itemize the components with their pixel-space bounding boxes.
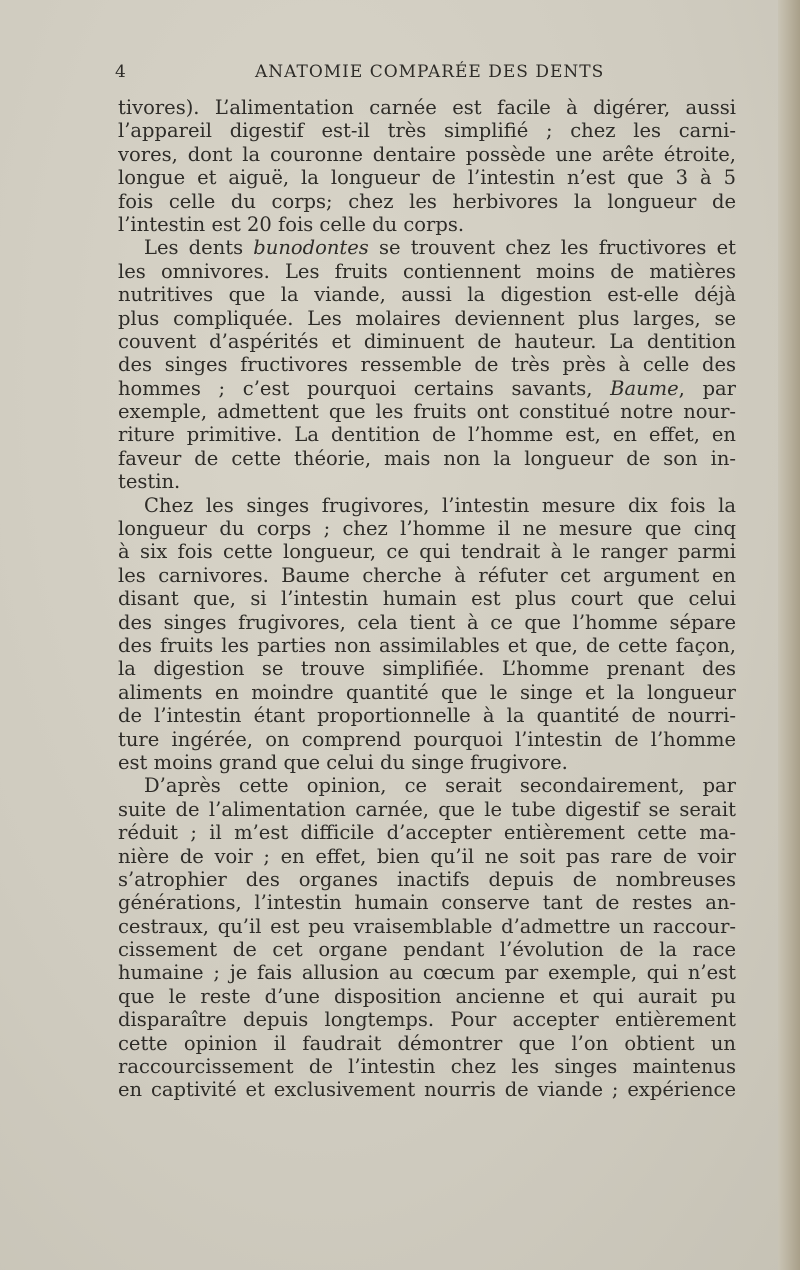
text-line: disparaître depuis longtemps. Pour accepter entièrement [118, 1008, 736, 1032]
text-line: exemple, admettent que les fruits ont constitué notre nour- [118, 400, 736, 424]
text-line [118, 236, 736, 259]
text-line: cissement de cet organe pendant l’évolution de la race [118, 938, 736, 962]
text-line: cestraux, qu’il est peu vraisemblable d’admettre un raccour- [118, 914, 736, 938]
text-line: nière de voir ; en effet, bien qu’il ne soit pas rare de voir [118, 844, 736, 868]
text-line: générations, l’intestin humain conserve tant de restes an- [118, 891, 736, 915]
text-line: de l’intestin étant proportionnelle à la quantité de nourri- [118, 704, 736, 728]
text-line: des singes fructivores ressemble de très près à celle des [118, 353, 736, 377]
text-line: réduit ; il m’est difficile d’accepter entièrement cette ma- [118, 821, 736, 845]
text-line: que le reste d’une disposition ancienne et qui aurait pu [118, 984, 736, 1008]
text-line: longueur du corps ; chez l’homme il ne mesure que cinq [118, 517, 736, 541]
text-line: à six fois cette longueur, ce qui tendrait à le ranger parmi [118, 540, 736, 564]
text-line: cette opinion il faudrait démontrer que l’on obtient un [118, 1031, 736, 1055]
text-line: suite de l’alimentation carnée, que le tube digestif se serait [118, 797, 736, 821]
text-line: l’intestin est 20 fois celle du corps. [118, 212, 465, 236]
text-line: les carnivores. Baume cherche à réfuter cet argument en [118, 563, 736, 587]
text-segment: , par [678, 376, 736, 400]
page-edge [778, 0, 800, 1270]
running-title: ANATOMIE COMPARÉE DES DENTS [255, 62, 605, 82]
page-number: 4 [115, 62, 127, 82]
text-line: ture ingérée, on comprend pourquoi l’intestin de l’homme [118, 727, 736, 751]
text-line: longue et aiguë, la longueur de l’intestin n’est que 3 à 5 [118, 166, 736, 190]
text-line: fois celle du corps; chez les herbivores la longueur de [118, 189, 736, 213]
text-line: testin. [118, 470, 181, 494]
text-line: nutritives que la viande, aussi la digestion est-elle déjà [118, 283, 736, 307]
italic-term: bunodontes [253, 236, 369, 260]
text-line: est moins grand que celui du singe frugivore. [118, 750, 568, 774]
text-line: des fruits les parties non assimilables et que, de cette façon, [118, 633, 736, 657]
body-text [118, 96, 736, 1102]
text-line: en captivité et exclusivement nourris de viande ; expérience [118, 1078, 736, 1102]
page-header [115, 62, 735, 86]
text-line: des singes frugivores, cela tient à ce que l’homme sépare [118, 610, 736, 634]
text-line: humaine ; je fais allusion au cœcum par exemple, qui n’est [118, 961, 736, 985]
text-line: raccourcissement de l’intestin chez les singes maintenus [118, 1055, 736, 1079]
text-segment: hommes ; c’est pourquoi certains savants, [118, 376, 611, 400]
text-line: Chez les singes frugivores, l’intestin mesure dix fois la [144, 493, 736, 517]
text-line: les omnivores. Les fruits contiennent moins de matières [118, 259, 736, 283]
text-line: riture primitive. La dentition de l’homme est, en effet, en [118, 423, 736, 447]
text-line [118, 377, 736, 400]
text-line: s’atrophier des organes inactifs depuis de nombreuses [118, 867, 736, 891]
text-segment: Les dents [144, 236, 254, 260]
text-line: aliments en moindre quantité que le singe et la longueur [118, 680, 736, 704]
text-line: vores, dont la couronne dentaire possède une arête étroite, [118, 142, 736, 166]
text-line: la digestion se trouve simplifiée. L’homme prenant des [118, 657, 736, 681]
text-line: faveur de cette théorie, mais non la longueur de son in- [118, 446, 736, 470]
text-segment: se trouvent chez les fructivores et [368, 236, 736, 260]
text-line: couvent d’aspérités et diminuent de hauteur. La dentition [118, 329, 736, 353]
text-line: plus compliquée. Les molaires deviennent plus larges, se [118, 306, 736, 330]
text-line: disant que, si l’intestin humain est plus court que celui [118, 587, 736, 611]
italic-term: Baume [610, 376, 679, 400]
text-line: D’après cette opinion, ce serait secondairement, par [144, 774, 736, 798]
text-line: tivores). L’alimentation carnée est facile à digérer, aussi [118, 96, 736, 119]
text-line: l’appareil digestif est-il très simplifié ; chez les carni- [118, 119, 736, 143]
